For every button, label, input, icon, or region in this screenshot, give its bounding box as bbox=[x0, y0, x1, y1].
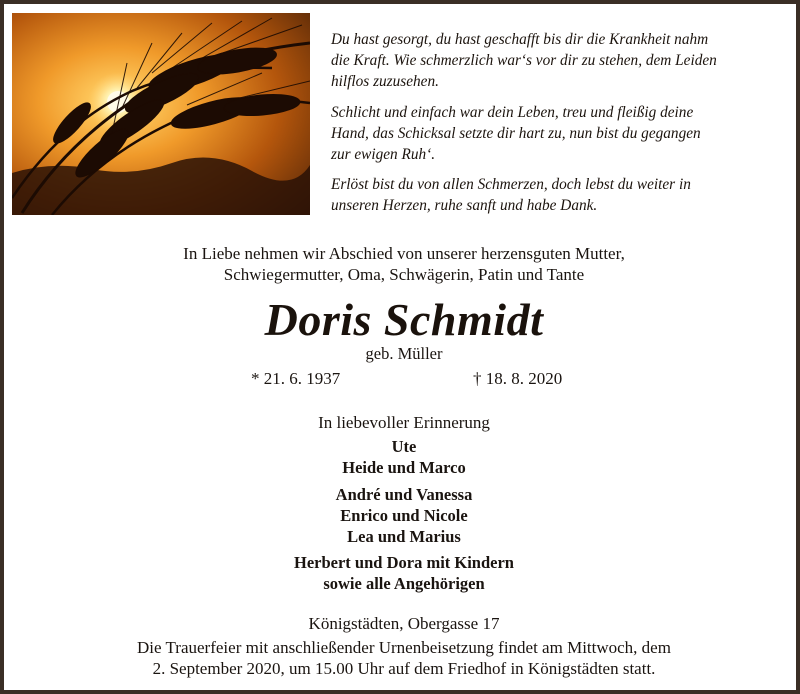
sunset-wheat-photo bbox=[12, 13, 310, 215]
poem bbox=[331, 29, 776, 225]
funeral-line: Die Trauerfeier mit anschließender Urnenbeisetzung findet am Mittwoch, dem bbox=[137, 638, 671, 657]
maiden-name: geb. Müller bbox=[365, 344, 443, 363]
poem-line: Du hast gesorgt, du hast geschafft bis dir die Krankheit nahm bbox=[331, 31, 709, 48]
poem-line: unseren Herzen, ruhe sanft und habe Dank. bbox=[331, 197, 598, 214]
poem-line: zur ewigen Ruh‘. bbox=[331, 146, 436, 163]
farewell-intro bbox=[4, 243, 800, 285]
wheat-silhouette-image bbox=[12, 13, 310, 215]
poem-line: Schlicht und einfach war dein Leben, treu und fleißig deine bbox=[331, 104, 694, 121]
poem-line: hilflos zuzusehen. bbox=[331, 73, 439, 90]
memory-line: In liebevoller Erinnerung bbox=[318, 413, 490, 432]
deceased-name: Doris Schmidt bbox=[264, 294, 544, 345]
mourner-group bbox=[4, 436, 800, 478]
intro-line: Schwiegermutter, Oma, Schwägerin, Patin und Tante bbox=[223, 265, 585, 284]
mourners-list bbox=[4, 436, 800, 600]
mourner-group bbox=[4, 552, 800, 594]
poem-stanza-1 bbox=[331, 29, 776, 92]
mourner-name: Ute bbox=[391, 437, 417, 456]
mourner-name: Enrico und Nicole bbox=[340, 506, 468, 525]
funeral-notice bbox=[4, 637, 800, 679]
mourner-name: André und Vanessa bbox=[335, 485, 473, 504]
poem-line: Hand, das Schicksal setzte dir hart zu, nun bist du gegangen bbox=[331, 125, 701, 142]
funeral-line: 2. September 2020, um 15.00 Uhr auf dem Friedhof in Königstädten statt. bbox=[152, 659, 656, 678]
address: Königstädten, Obergasse 17 bbox=[308, 614, 500, 633]
poem-stanza-3 bbox=[331, 174, 776, 216]
mourner-name: Herbert und Dora mit Kindern bbox=[294, 553, 514, 572]
poem-line: die Kraft. Wie schmerzlich war‘s vor dir zu stehen, dem Leiden bbox=[331, 52, 717, 69]
death-date: † 18. 8. 2020 bbox=[473, 369, 563, 388]
mourner-name: Heide und Marco bbox=[342, 458, 466, 477]
mourner-name: Lea und Marius bbox=[347, 527, 461, 546]
poem-stanza-2 bbox=[331, 102, 776, 165]
mourner-group bbox=[4, 484, 800, 547]
mourner-name: sowie alle Angehörigen bbox=[323, 574, 485, 593]
birth-date: * 21. 6. 1937 bbox=[251, 369, 341, 388]
intro-line: In Liebe nehmen wir Abschied von unserer herzensguten Mutter, bbox=[183, 244, 625, 263]
poem-line: Erlöst bist du von allen Schmerzen, doch lebst du weiter in bbox=[331, 176, 691, 193]
